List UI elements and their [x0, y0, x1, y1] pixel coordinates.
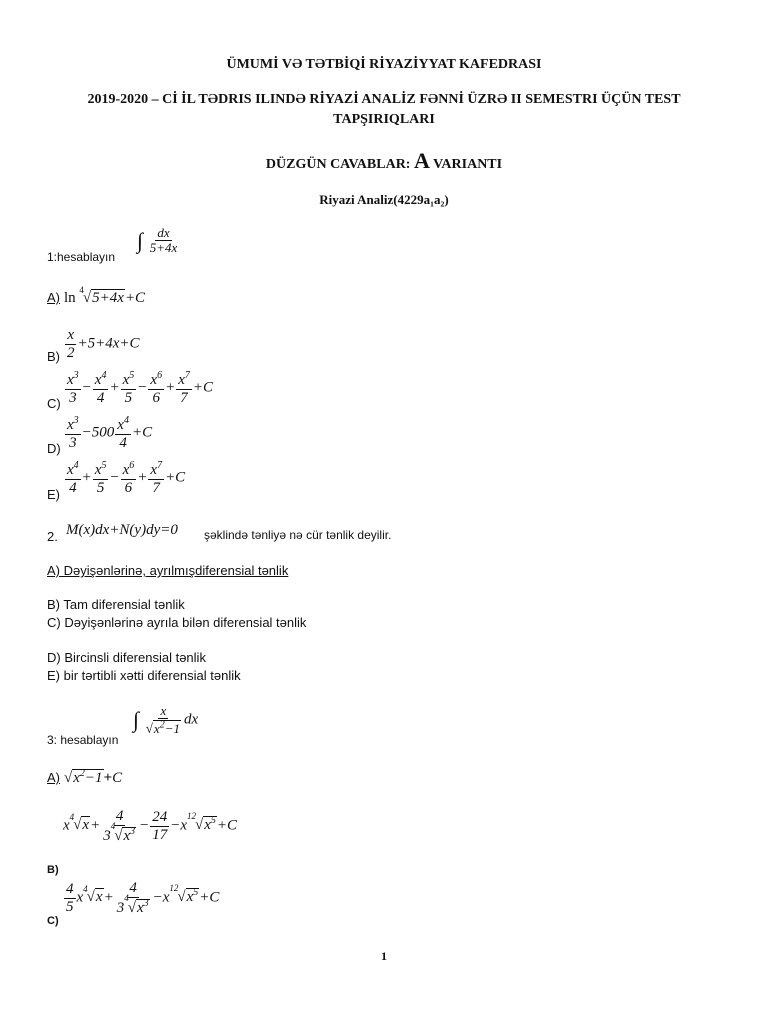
q3-b-label: B)	[47, 864, 59, 876]
q1-e-label: E)	[47, 487, 60, 502]
q1-option-b: $\frac{x}{2}$ +5+4x+C	[67, 327, 140, 361]
q1-label: 1:hesablayın	[47, 250, 116, 264]
q3-a-label: A)	[47, 770, 60, 785]
q2-option-d: D) Bircinsli diferensial tənlik	[47, 650, 206, 665]
q2-equation: M(x)dx+N(y)dy=0	[66, 522, 178, 538]
q2-option-e: E) bir tərtibli xətti diferensial tənlik	[47, 668, 241, 683]
test-title-line2: TAPŞIRIQLARI	[333, 112, 435, 127]
variant-letter: A	[413, 148, 430, 173]
q2-option-c: C) Dəyişənlərinə ayrıla bilən diferensial tənlik	[47, 615, 307, 630]
q1-option-e: $\frac{x^4}{4}$ + $\frac{x^5}{5}$ − $\frac{x^6}{6}$ + $\frac{x^7}{7}$ +C	[67, 460, 186, 496]
q1-option-c: $\frac{x^3}{3}$ − $\frac{x^4}{4}$ + $\frac{x^5}{5}$ − $\frac{x^6}{6}$ + $\frac{x^7}{7}$ +C	[67, 370, 213, 406]
q1-integral: ∫ $\frac{dx}{5+4x}$	[137, 225, 178, 256]
q1-b-label: B)	[47, 349, 60, 364]
q1-int-den: 5+4x	[149, 240, 178, 256]
answers-heading	[0, 148, 768, 174]
department-title: ÜMUMİ VƏ TƏTBİQİ RİYAZİYYAT KAFEDRASI	[226, 57, 542, 72]
q3-option-c: $\frac{4}{5}$ $x^4√x+$ $\frac{4}{3^4√x^3}$ $-x^{12}√x^5+C$	[66, 880, 220, 916]
q1-d-label: D)	[47, 441, 61, 456]
q1-a-label: A)	[47, 290, 60, 305]
q3-option-b: $x^4√x+$ $\frac{4}{3^4√x^3}$ − $\frac{24}{17}$ $-x^{12}√x^5+C$	[63, 808, 238, 844]
q1-option-a: A) ln $^4$√5+4x+C	[47, 285, 146, 306]
variant-word: VARIANTI	[433, 157, 503, 172]
q2-option-b: B) Tam diferensial tənlik	[47, 597, 185, 612]
q1-int-num: dx	[157, 225, 170, 240]
q1-c-label: C)	[47, 396, 61, 411]
answers-prefix: DÜZGÜN CAVABLAR:	[265, 157, 411, 172]
q1-option-d: $\frac{x^3}{3}$ −500 $\frac{x^4}{4}$ +C	[67, 415, 153, 451]
q2-option-a: A) Dəyişənlərinə, ayrılmışdiferensial tənlik	[47, 563, 289, 578]
q2-question: şəklində tənliyə nə cür tənlik deyilir.	[204, 528, 392, 542]
q3-c-label: C)	[47, 915, 59, 927]
q3-label: 3: hesablayın	[47, 733, 119, 747]
q2-number: 2.	[47, 529, 58, 544]
q3-integral: ∫ $\frac{x}{√x^2-1}$ dx	[133, 703, 199, 736]
q3-option-a: A) $√x^2-1+C$	[47, 768, 123, 786]
course-name: Riyazi Analiz(4229a₁a₂)	[319, 192, 449, 207]
test-title-line1: 2019-2020 – Cİ İL TƏDRIS ILINDƏ RİYAZİ ANALİZ FƏNNİ ÜZRƏ II SEMESTRI ÜÇÜN TEST	[87, 92, 681, 107]
page-number: 1	[381, 949, 387, 963]
